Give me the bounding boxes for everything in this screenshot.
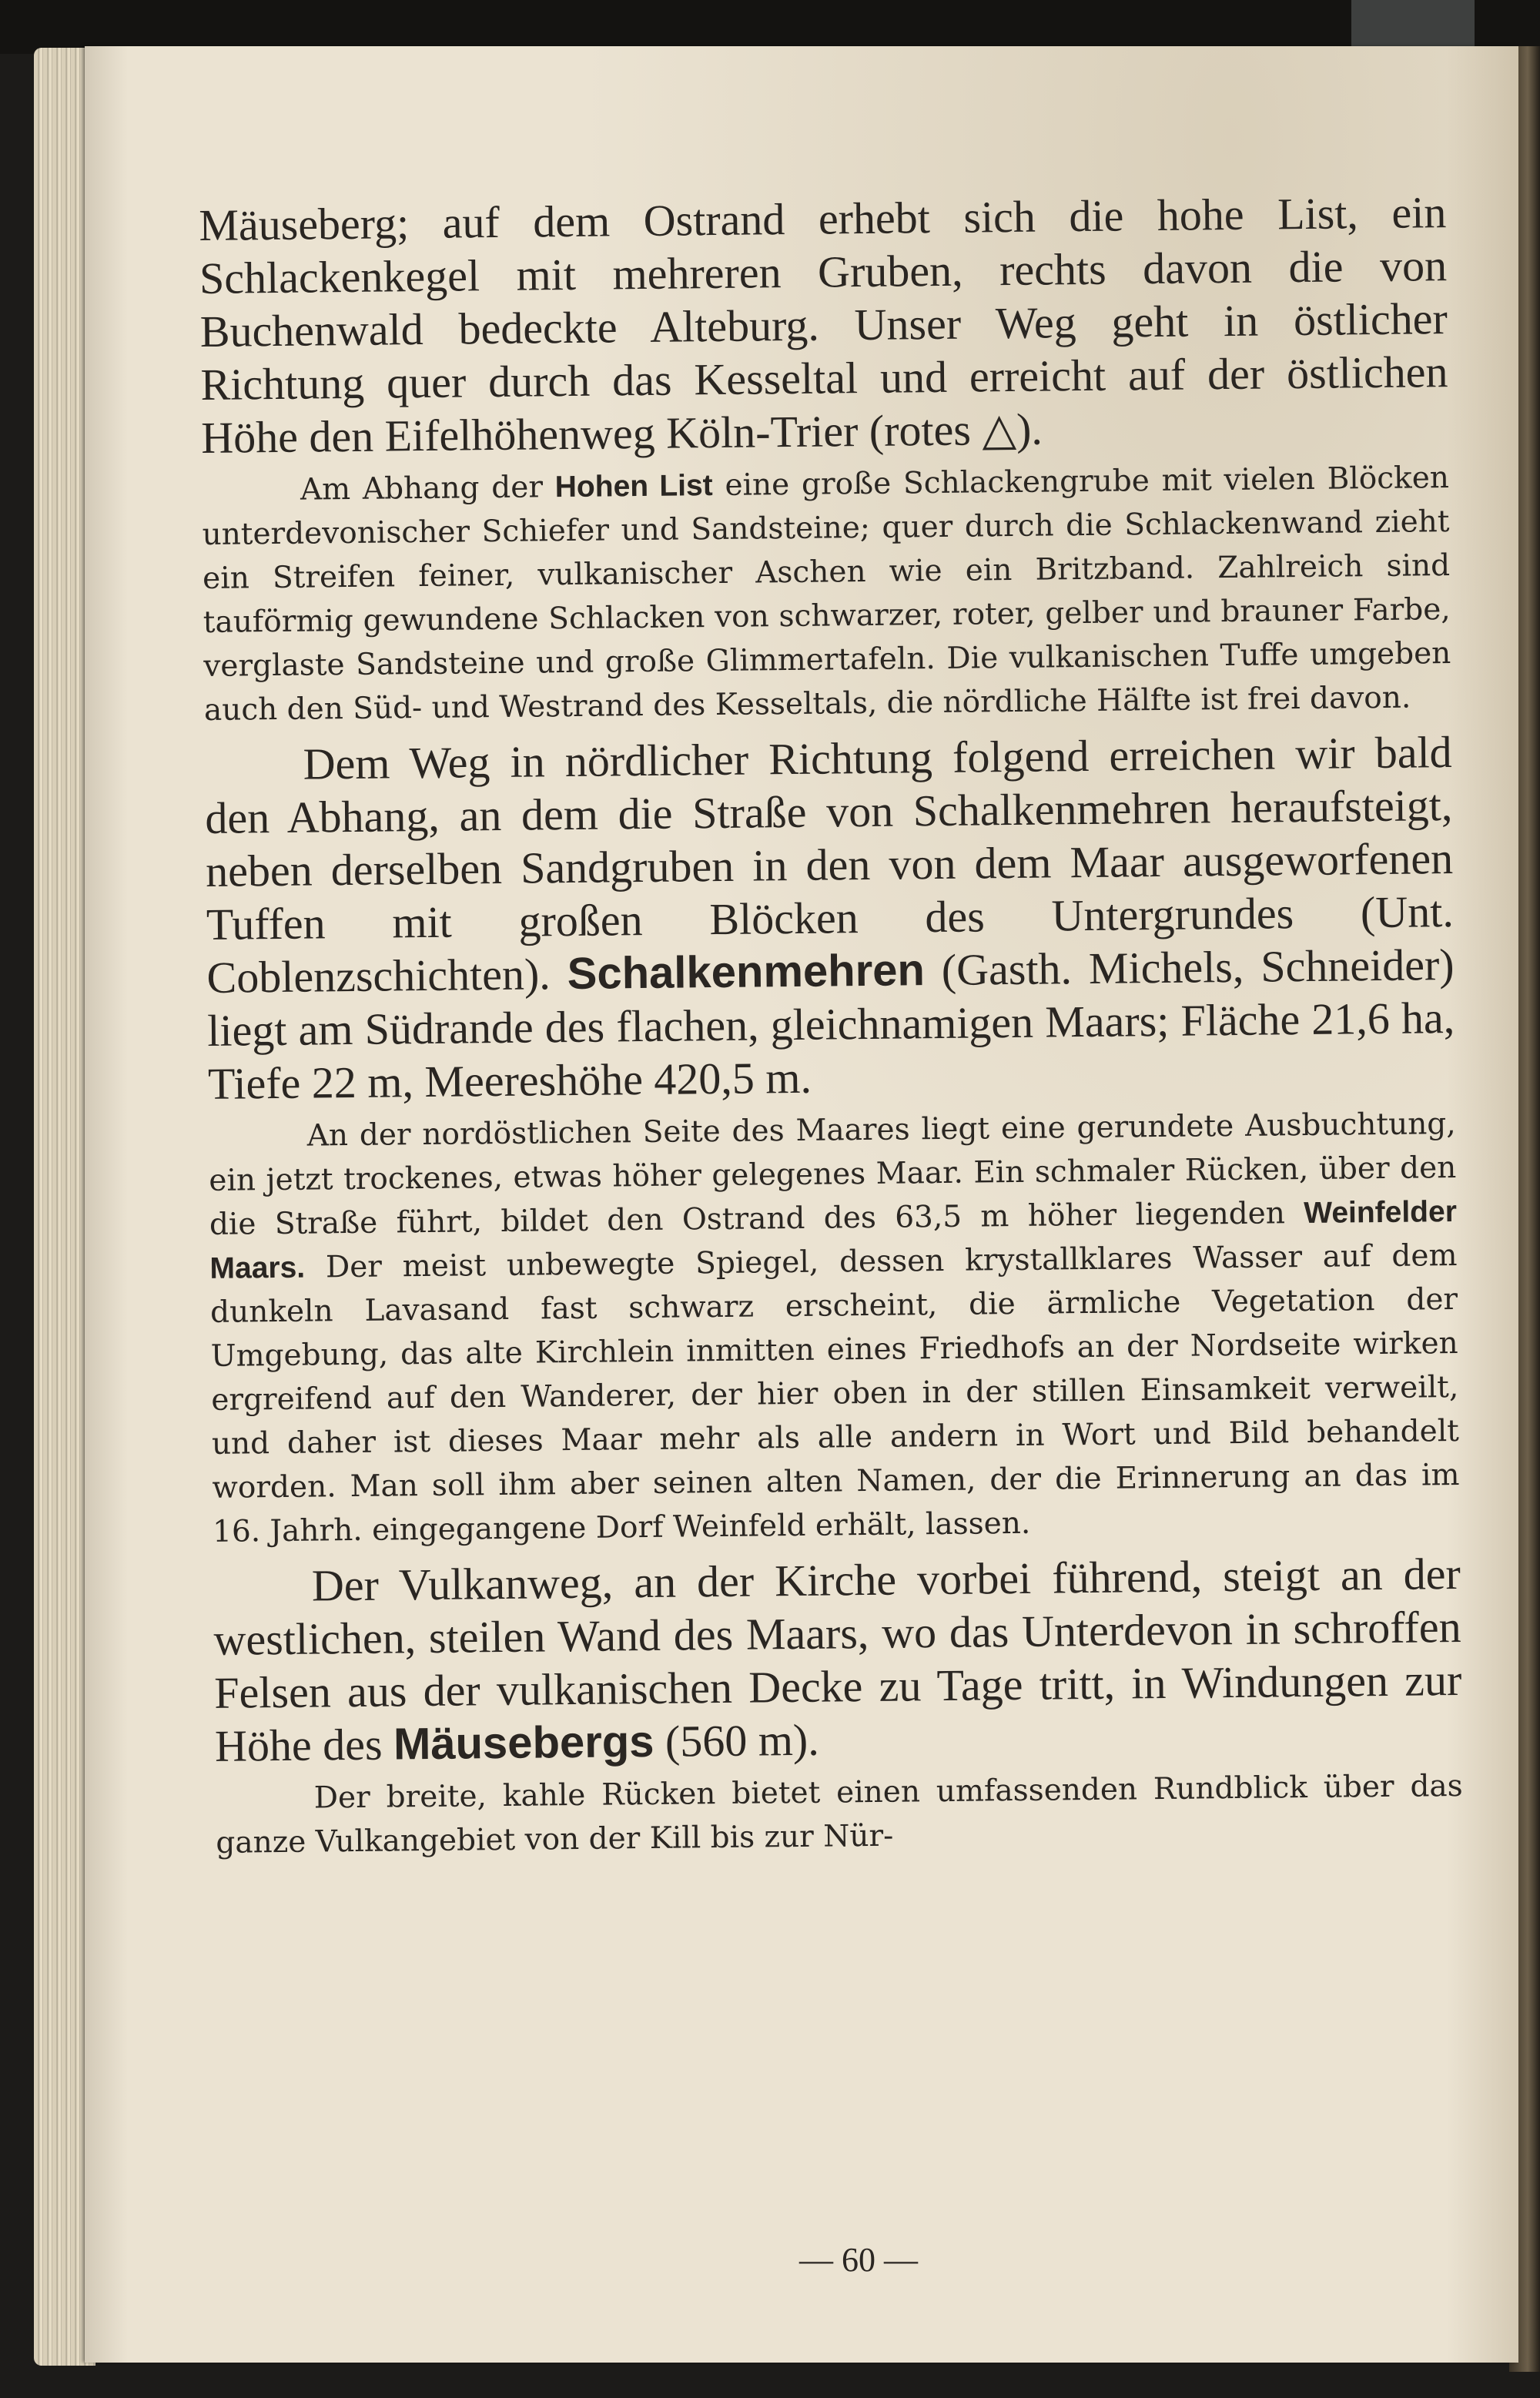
paragraph-6-text: Der breite, kahle Rücken bietet einen umfassenden Rundblick über das ganze Vulkangebiet von der Kill bis zur Nür- <box>216 1768 1463 1860</box>
paragraph-2-text-a: Am Abhang der <box>300 470 555 507</box>
paragraph-4-text-b: Der meist unbewegte Spiegel, dessen krystallklares Wasser auf dem dunkeln Lavasand fast schwarz erscheint, die ärmliche Vegetation der Umgebung, das alte Kirchlein inmitten eines Friedhofs an der Nordseite wirken ergreifend auf den Wanderer, der hier oben in der stillen Einsamkeit verweilt, und daher ist dieses Maar mehr als alle andern in Wort und Bild behandelt worden. Man soll ihm aber seinen alten Namen, der die Erinnerung an das im 16. Jahrh. eingegangene Dorf Weinfeld erhält, lassen. <box>209 1238 1460 1549</box>
paragraph-3-text-a: Dem Weg in nördlicher Richtung folgend erreichen wir bald den Abhang, an dem die Straße von Schalkenmehren heraufsteigt, neben derselben Sandgruben in den von dem Maar ausgeworfenen Tuffen mit großen Blöcken des Untergrundes (Unt. Coblenzschichten). <box>205 726 1455 1003</box>
paragraph-4 <box>208 1102 1460 1554</box>
paragraph-2 <box>202 456 1451 732</box>
paragraph-4-text-a: An der nordöstlichen Seite des Maares liegt eine gerundete Ausbuchtung, ein jetzt trockenes, etwas höher gelegenes Maar. Ein schmaler Rücken, über den die Straße führt, bildet den Ostrand des 63,5 m höher liegenden <box>209 1106 1457 1242</box>
weinfelder-maars-term: Weinfelder Maars. <box>209 1194 1458 1285</box>
paragraph-2-text-b: eine große Schlackengrube mit vielen Blöcken unterdevonischer Schiefer und Sandsteine; quer durch die Schlackenwand zieht ein Streifen feiner, vulkanischer Aschen wie ein Britzband. Zahlreich sind tauförmig gewundene Schlacken von schwarzer, roter, gelber und brauner Farbe, verglaste Sandsteine und große Glimmertafeln. Die vulkanischen Tuffe umgeben auch den Süd- und Westrand des Kesseltals, die nördliche Hälfte ist frei davon. <box>202 461 1451 728</box>
paragraph-3-text-b: (Gasth. Michels, Schneider) liegt am Südrande des flachen, gleichnamigen Maars; Fläche 21,6 ha, Tiefe 22 m, Meereshöhe 420,5 m. <box>206 939 1455 1109</box>
paragraph-6 <box>215 1764 1463 1865</box>
page-number: — 60 — <box>799 2241 918 2279</box>
page-text <box>199 186 1464 1865</box>
paragraph-5-text-b: (560 m). <box>654 1714 820 1767</box>
hohen-list-term: Hohen List <box>554 469 713 504</box>
schalkenmehren-term: Schalkenmehren <box>567 945 926 1000</box>
paragraph-1 <box>199 186 1449 464</box>
paragraph-5-text-a: Der Vulkanweg, an der Kirche vorbei führend, steigt an der westlichen, steilen Wand des Maars, wo das Unterdevon in schroffen Felsen aus der vulkanischen Decke zu Tage tritt, in Windungen zur Höhe des <box>213 1548 1462 1771</box>
paragraph-5 <box>213 1547 1463 1773</box>
mausebergs-term: Mäusebergs <box>393 1716 654 1770</box>
paragraph-1-text: Mäuseberg; auf dem Ostrand erhebt sich die hohe List, ein Schlackenkegel mit mehreren Gruben, rechts davon die von Buchenwald bedeckte Alteburg. Unser Weg geht in östlicher Richtung quer durch das Kesseltal und erreicht auf der östlichen Höhe den Eifelhöhenweg Köln-Trier (rotes △). <box>199 187 1448 463</box>
paragraph-3 <box>204 725 1455 1110</box>
